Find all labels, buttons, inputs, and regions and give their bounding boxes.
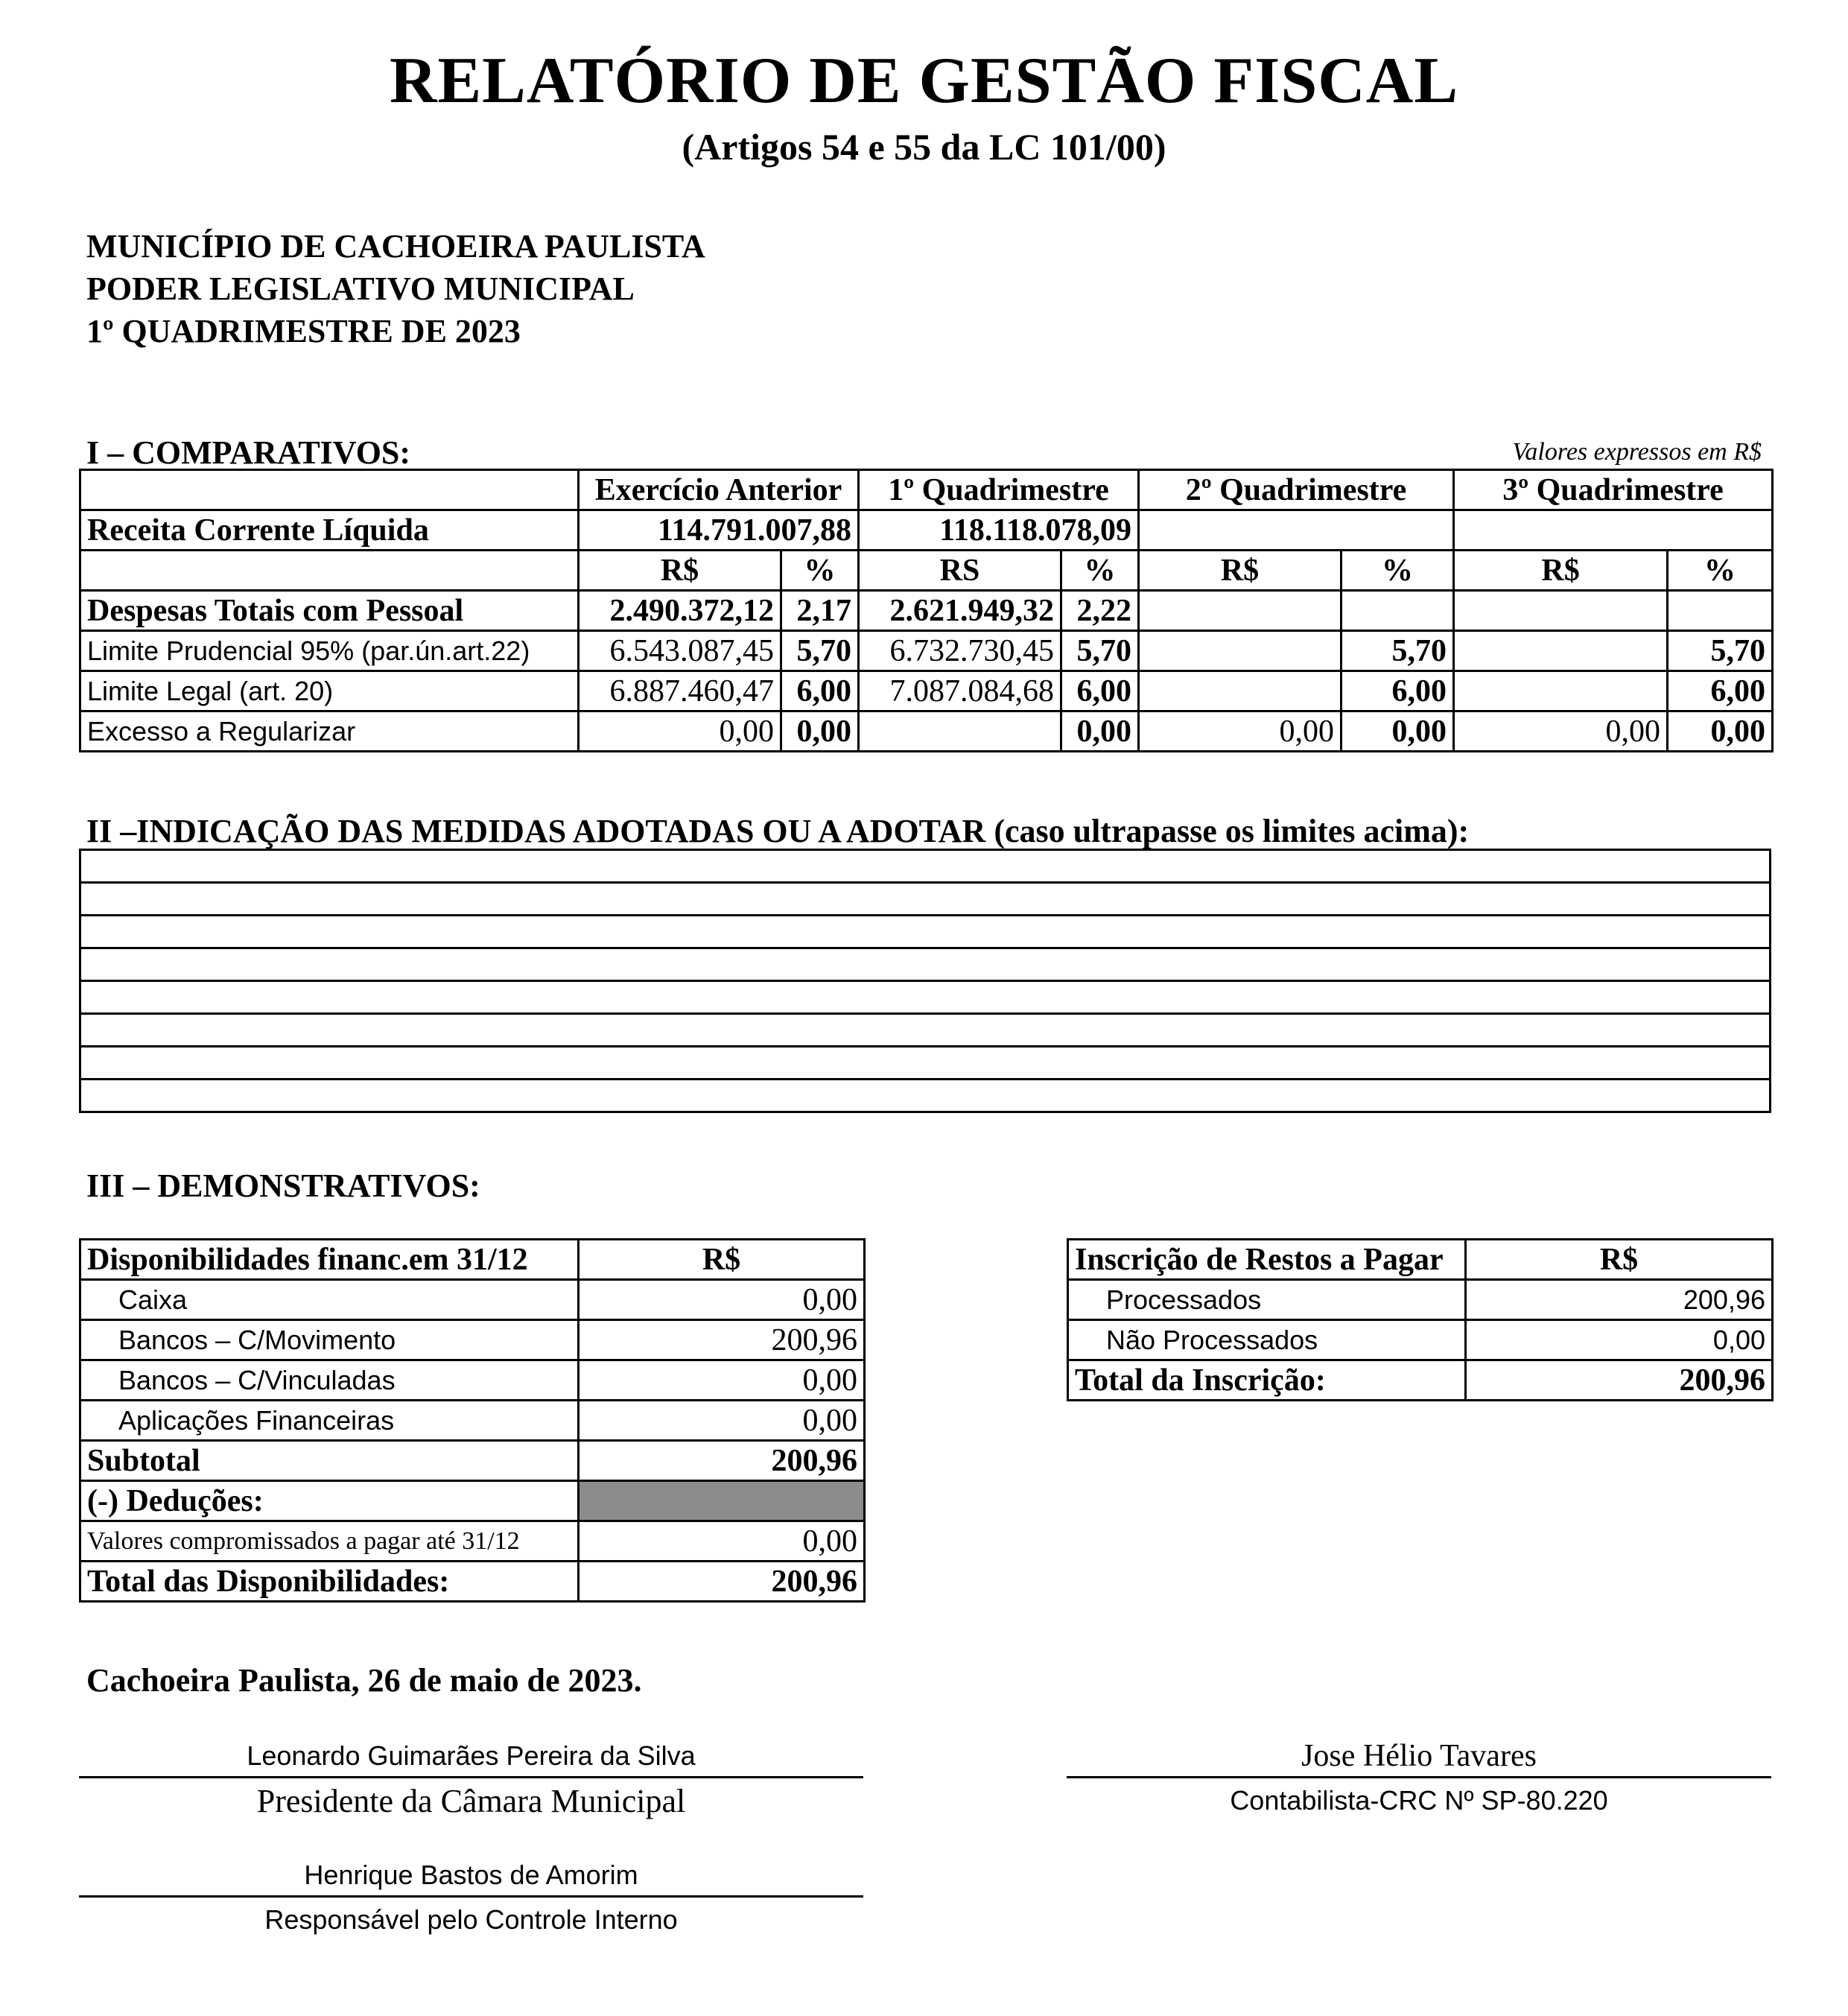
demonstrativos-title: III – DEMONSTRATIVOS: [86,1167,480,1204]
signature-line [1067,1776,1771,1778]
medidas-line [80,850,1771,883]
value-cell: 200,96 [1466,1360,1773,1401]
medidas-table [79,849,1771,1113]
limite-legal-row [80,671,1773,711]
percent-cell: 2,22 [1061,591,1139,631]
value-cell: 2.490.372,12 [579,591,781,631]
header-unit: R$ [579,1240,865,1280]
value-cell: 6.887.460,47 [579,671,781,711]
medidas-row [80,850,1771,883]
medidas-row [80,1080,1771,1112]
report-title: RELATÓRIO DE GESTÃO FISCAL [389,45,1459,117]
percent-cell: 6,00 [781,671,859,711]
percent-cell: 0,00 [1668,711,1773,752]
nao-processados-row [1068,1320,1773,1360]
value-cell [1454,591,1668,631]
row-label: Caixa [80,1280,579,1320]
unit-header: % [1668,551,1773,591]
value-cell: 200,96 [579,1562,865,1602]
unit-header-row [80,551,1773,591]
header-label: Inscrição de Restos a Pagar [1068,1240,1466,1280]
row-label: Limite Legal (art. 20) [80,671,579,711]
row-label: (-) Deduções: [80,1481,579,1521]
total-disponibilidades-row [80,1562,865,1602]
header-unit: R$ [1466,1240,1773,1280]
disponibilidades-header [80,1240,865,1280]
periodo-heading: 1º QUADRIMESTRE DE 2023 [86,313,521,349]
corner-cell [80,470,579,510]
row-label: Total das Disponibilidades: [80,1562,579,1602]
row-label: Valores compromissados a pagar até 31/12 [80,1521,579,1562]
period-header-row [80,470,1773,510]
receita-value [1139,510,1454,551]
value-cell: 200,96 [579,1441,865,1481]
medidas-row [80,948,1771,981]
row-label: Bancos – C/Vinculadas [80,1360,579,1401]
receita-value: 118.118.078,09 [859,510,1139,551]
medidas-line [80,1080,1771,1112]
excesso-row [80,711,1773,752]
percent-cell: 0,00 [1061,711,1139,752]
disponibilidades-table [79,1238,866,1603]
percent-cell: 0,00 [1341,711,1454,752]
unit-header: % [1061,551,1139,591]
row-label: Não Processados [1068,1320,1466,1360]
contabilista-role: Contabilista-CRC Nº SP-80.220 [1230,1785,1608,1816]
poder-heading: PODER LEGISLATIVO MUNICIPAL [86,270,635,307]
medidas-row [80,981,1771,1014]
medidas-line [80,1014,1771,1047]
comparativos-table [79,469,1774,752]
controle-role: Responsável pelo Controle Interno [264,1904,678,1935]
bancos-movimento-row [80,1320,865,1360]
value-cell: 2.621.949,32 [859,591,1061,631]
value-cell: 7.087.084,68 [859,671,1061,711]
row-label: Processados [1068,1280,1466,1320]
compromissados-row [80,1521,865,1562]
medidas-row [80,883,1771,916]
currency-note: Valores expressos em R$ [1512,438,1762,466]
medidas-line [80,1047,1771,1080]
processados-row [1068,1280,1773,1320]
row-label: Subtotal [80,1441,579,1481]
value-cell: 200,96 [1466,1280,1773,1320]
place-date: Cachoeira Paulista, 26 de maio de 2023. [86,1662,642,1699]
percent-cell: 0,00 [781,711,859,752]
value-cell: 0,00 [579,1280,865,1320]
value-cell: 0,00 [1466,1320,1773,1360]
unit-header: RS [859,551,1061,591]
value-cell: 6.732.730,45 [859,631,1061,671]
value-cell: 0,00 [579,1360,865,1401]
signature-line [79,1895,863,1898]
presidente-role: Presidente da Câmara Municipal [256,1783,686,1819]
limite-prudencial-row [80,631,1773,671]
value-cell [1139,671,1341,711]
row-label: Receita Corrente Líquida [80,510,579,551]
medidas-title: II –INDICAÇÃO DAS MEDIDAS ADOTADAS OU A ADOTAR (caso ultrapasse os limites acima): [86,813,1470,849]
value-cell: 0,00 [1139,711,1341,752]
medidas-line [80,883,1771,916]
unit-header: % [1341,551,1454,591]
percent-cell [1668,591,1773,631]
value-cell: 0,00 [579,711,781,752]
unit-header: R$ [1139,551,1341,591]
unit-header: R$ [1454,551,1668,591]
value-cell [1139,631,1341,671]
percent-cell: 2,17 [781,591,859,631]
report-subtitle: (Artigos 54 e 55 da LC 101/00) [682,126,1166,168]
aplicacoes-row [80,1401,865,1441]
unit-header: R$ [579,551,781,591]
medidas-row [80,916,1771,948]
bancos-vinculadas-row [80,1360,865,1401]
period-header: Exercício Anterior [579,470,859,510]
row-label: Aplicações Financeiras [80,1401,579,1441]
contabilista-name: Jose Hélio Tavares [1301,1739,1537,1773]
value-cell: 0,00 [579,1521,865,1562]
period-header: 2º Quadrimestre [1139,470,1454,510]
period-header: 3º Quadrimestre [1454,470,1773,510]
percent-cell: 5,70 [1668,631,1773,671]
restos-table [1067,1238,1774,1401]
percent-cell: 5,70 [1061,631,1139,671]
percent-cell: 6,00 [1668,671,1773,711]
receita-value [1454,510,1773,551]
municipio-heading: MUNICÍPIO DE CACHOEIRA PAULISTA [86,228,705,264]
row-label: Limite Prudencial 95% (par.ún.art.22) [80,631,579,671]
value-cell [1454,631,1668,671]
despesas-row [80,591,1773,631]
value-cell [1454,671,1668,711]
value-cell: 6.543.087,45 [579,631,781,671]
medidas-row [80,1014,1771,1047]
caixa-row [80,1280,865,1320]
percent-cell: 6,00 [1341,671,1454,711]
medidas-row [80,1047,1771,1080]
corner-cell [80,551,579,591]
medidas-line [80,916,1771,948]
percent-cell: 5,70 [1341,631,1454,671]
row-label: Excesso a Regularizar [80,711,579,752]
value-cell [1139,591,1341,631]
restos-header [1068,1240,1773,1280]
medidas-line [80,948,1771,981]
row-label: Despesas Totais com Pessoal [80,591,579,631]
shaded-cell [579,1481,865,1521]
unit-header: % [781,551,859,591]
percent-cell: 6,00 [1061,671,1139,711]
deducoes-row [80,1481,865,1521]
period-header: 1º Quadrimestre [859,470,1139,510]
presidente-name: Leonardo Guimarães Pereira da Silva [247,1740,696,1771]
receita-value: 114.791.007,88 [579,510,859,551]
controle-name: Henrique Bastos de Amorim [304,1860,638,1890]
value-cell: 200,96 [579,1320,865,1360]
percent-cell: 5,70 [781,631,859,671]
value-cell: 0,00 [1454,711,1668,752]
total-inscricao-row [1068,1360,1773,1401]
receita-row [80,510,1773,551]
row-label: Total da Inscrição: [1068,1360,1466,1401]
medidas-line [80,981,1771,1014]
value-cell [859,711,1061,752]
header-label: Disponibilidades financ.em 31/12 [80,1240,579,1280]
signature-line [79,1776,863,1778]
comparativos-title: I – COMPARATIVOS: [86,434,411,471]
subtotal-row [80,1441,865,1481]
value-cell: 0,00 [579,1401,865,1441]
percent-cell [1341,591,1454,631]
row-label: Bancos – C/Movimento [80,1320,579,1360]
